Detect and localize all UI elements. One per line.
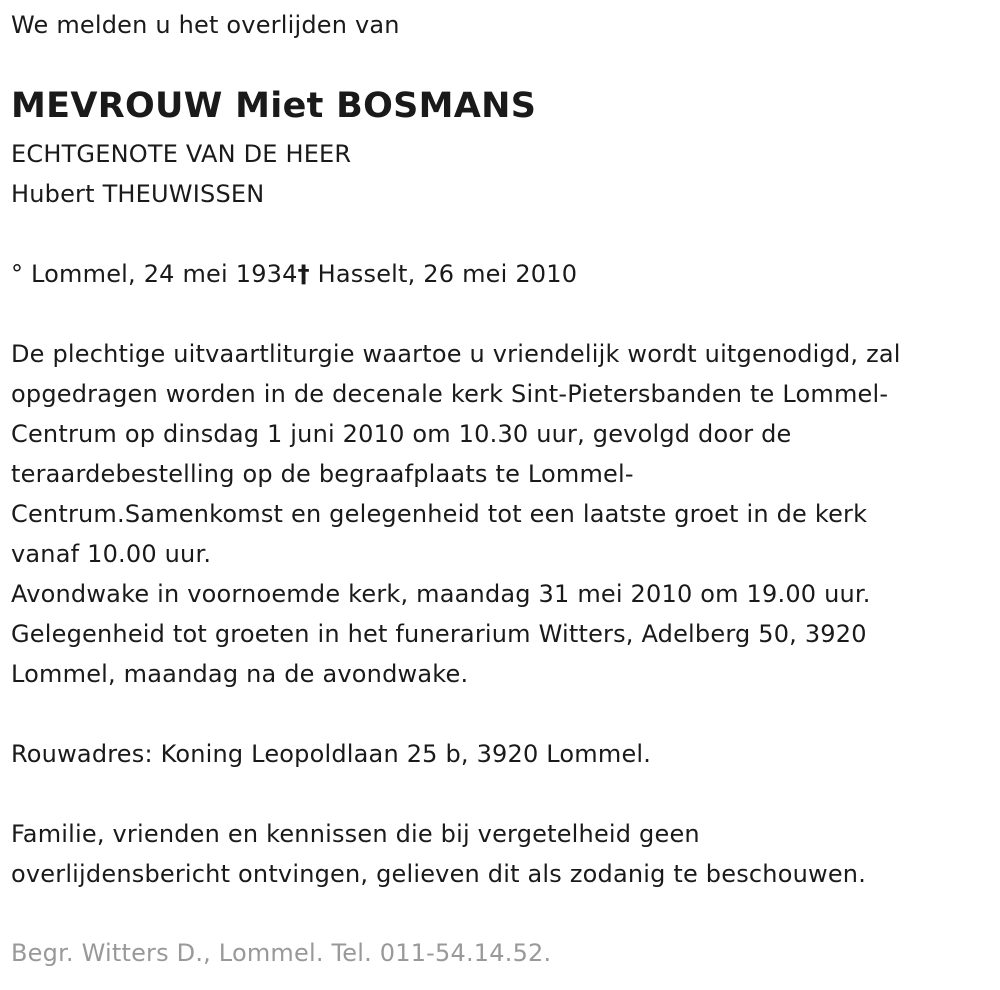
family-line: Familie, vrienden en kennissen die bij vergetelheid geen — [11, 820, 700, 848]
intro-text: We melden u het overlijden van — [11, 11, 400, 39]
dates-line — [11, 254, 577, 294]
undertaker-footer: Begr. Witters D., Lommel. Tel. 011-54.14.52. — [11, 939, 552, 967]
greeting-line: Lommel, maandag na de avondwake. — [11, 660, 469, 688]
funeral-line: Centrum op dinsdag 1 juni 2010 om 10.30 uur, gevolgd door de — [11, 420, 792, 448]
family-line: overlijdensbericht ontvingen, gelieven dit als zodanig te beschouwen. — [11, 860, 867, 888]
funeral-line: vanaf 10.00 uur. — [11, 540, 212, 568]
funeral-line: teraardebestelling op de begraafplaats te Lommel- — [11, 460, 634, 488]
greeting-line: Gelegenheid tot groeten in het funerarium Witters, Adelberg 50, 3920 — [11, 620, 867, 648]
death-date: Hasselt, 26 mei 2010 — [309, 260, 578, 288]
funeral-line: Centrum.Samenkomst en gelegenheid tot een laatste groet in de kerk — [11, 500, 868, 528]
deceased-name: MEVROUW Miet BOSMANS — [11, 86, 537, 126]
relation-line-2: Hubert THEUWISSEN — [11, 180, 265, 208]
cross-icon: † — [297, 260, 310, 288]
birth-date: ° Lommel, 24 mei 1934 — [11, 260, 298, 288]
wake-line: Avondwake in voornoemde kerk, maandag 31 mei 2010 om 19.00 uur. — [11, 580, 871, 608]
funeral-line: opgedragen worden in de decenale kerk Sint-Pietersbanden te Lommel- — [11, 380, 889, 408]
funeral-line: De plechtige uitvaartliturgie waartoe u vriendelijk wordt uitgenodigd, zal — [11, 340, 901, 368]
mourning-address: Rouwadres: Koning Leopoldlaan 25 b, 3920 Lommel. — [11, 740, 652, 768]
relation-line-1: ECHTGENOTE VAN DE HEER — [11, 140, 352, 168]
